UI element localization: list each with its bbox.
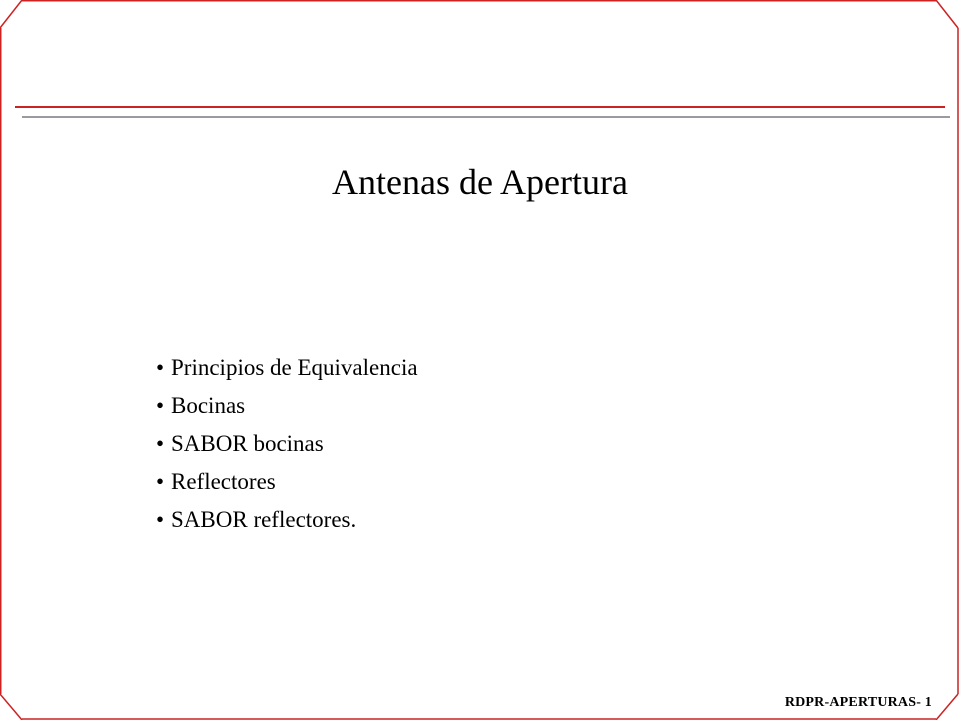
- bullet-text: SABOR bocinas: [171, 431, 324, 456]
- bullet-item: [156, 349, 418, 387]
- slide-title: Antenas de Apertura: [332, 162, 628, 202]
- frame-corner-bottom-left: [0, 694, 22, 720]
- frame-corner-top-right: [936, 0, 958, 28]
- bullet-text: SABOR reflectores.: [171, 507, 357, 532]
- bullet-text: Principios de Equivalencia: [171, 355, 418, 380]
- slide-footer-label: RDPR-APERTURAS- 1: [784, 695, 932, 710]
- header-rule-red: [15, 106, 945, 108]
- bullet-item: [156, 425, 418, 463]
- bullet-list: [156, 349, 418, 539]
- bullet-marker: •: [156, 431, 165, 456]
- header-rule-gray: [22, 116, 950, 118]
- bullet-item: [156, 387, 418, 425]
- bullet-marker: •: [156, 393, 165, 418]
- bullet-marker: •: [156, 355, 165, 380]
- bullet-marker: •: [156, 469, 165, 494]
- bullet-marker: •: [156, 507, 165, 532]
- frame-corner-bottom-right: [936, 694, 958, 720]
- bullet-item: [156, 501, 418, 539]
- bullet-item: [156, 463, 418, 501]
- bullet-text: Bocinas: [171, 393, 246, 418]
- bullet-text: Reflectores: [171, 469, 276, 494]
- frame-corner-top-left: [0, 0, 22, 28]
